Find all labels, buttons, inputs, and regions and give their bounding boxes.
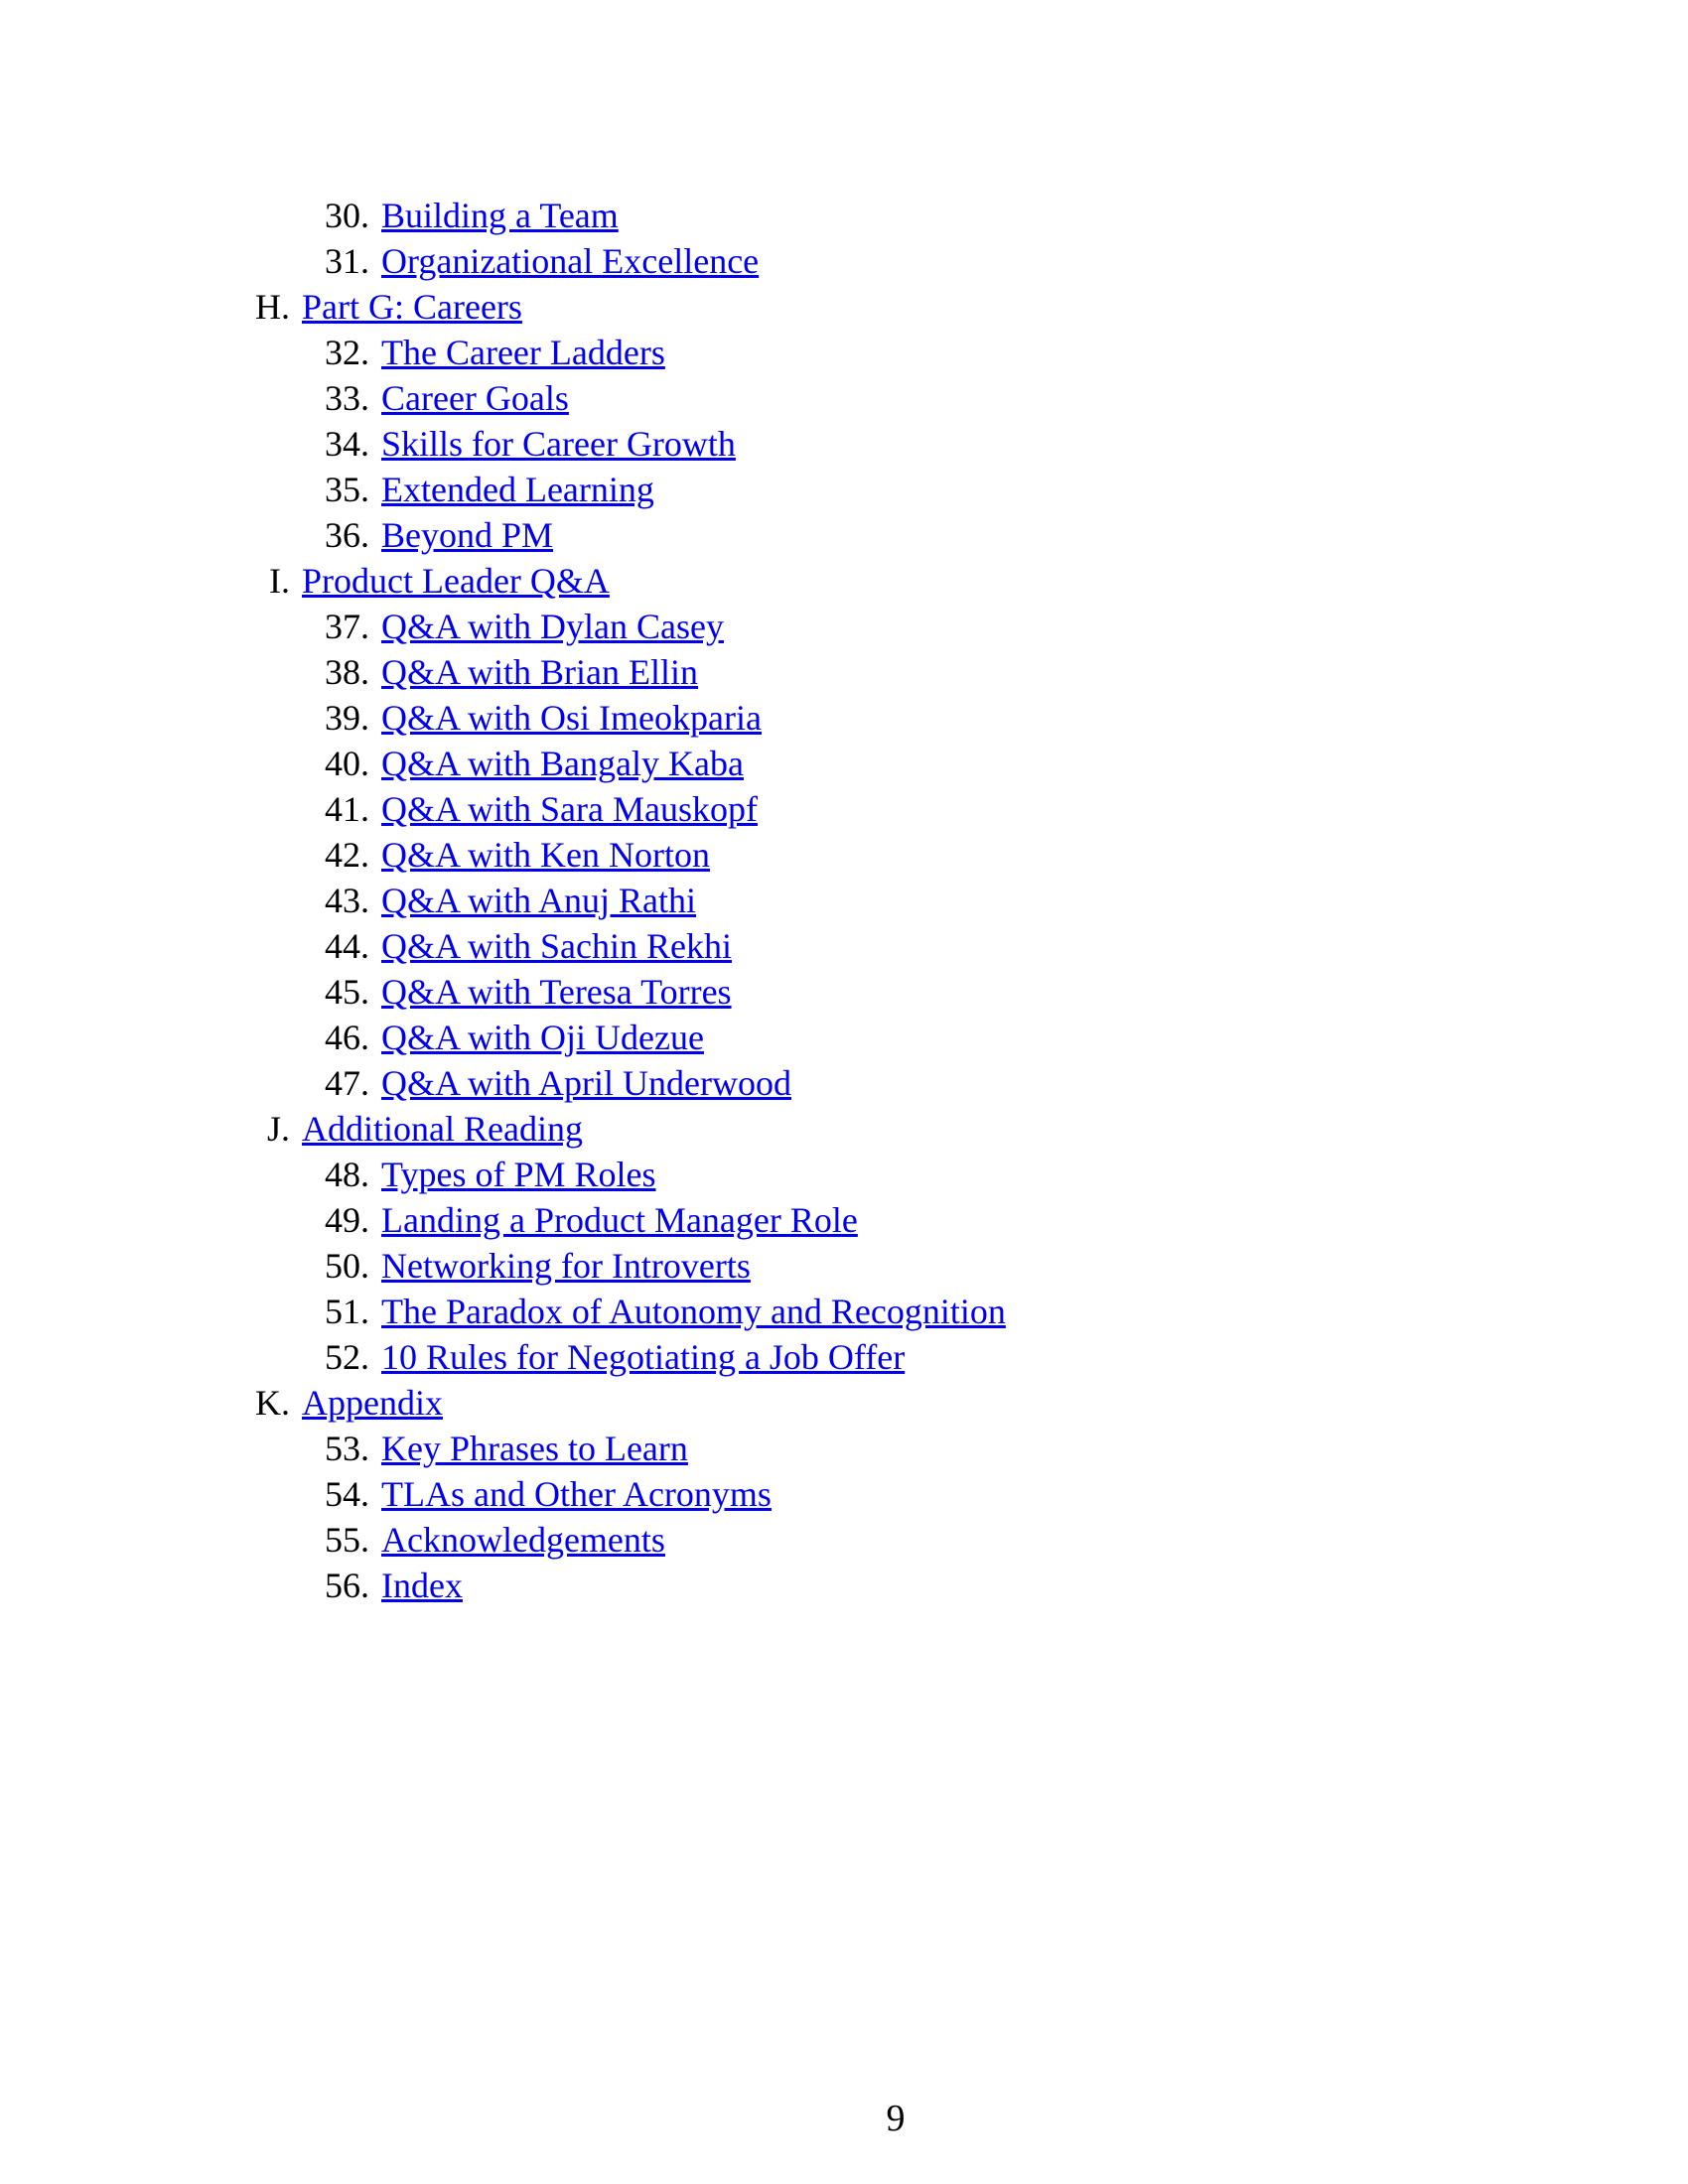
toc-row — [0, 1106, 1688, 1152]
toc-item-link[interactable]: Q&A with Bangaly Kaba — [381, 744, 744, 783]
toc-item-link[interactable]: Q&A with Oji Udezue — [381, 1018, 704, 1057]
toc-row — [0, 969, 1688, 1015]
toc-item-link[interactable]: Landing a Product Manager Role — [381, 1200, 858, 1240]
toc-item-marker: J. — [266, 1109, 290, 1149]
toc-row — [0, 878, 1688, 923]
page-number: 9 — [886, 2098, 906, 2139]
toc-row — [0, 1289, 1688, 1334]
toc-row — [0, 193, 1688, 238]
toc-item-marker: 48. — [325, 1155, 369, 1194]
toc-item-marker: 41. — [325, 789, 369, 829]
toc-item-link[interactable]: Appendix — [302, 1383, 443, 1423]
toc-row — [0, 923, 1688, 969]
toc-item-link[interactable]: Extended Learning — [381, 470, 654, 509]
toc-list — [0, 193, 1688, 1608]
toc-row — [0, 284, 1688, 330]
toc-item-link[interactable]: Product Leader Q&A — [302, 561, 610, 601]
toc-row — [0, 1380, 1688, 1426]
toc-item-marker: 42. — [325, 835, 369, 875]
toc-row — [0, 1426, 1688, 1471]
toc-row — [0, 604, 1688, 649]
toc-item-link[interactable]: Q&A with Brian Ellin — [381, 652, 698, 692]
toc-row — [0, 832, 1688, 878]
toc-item-marker: 43. — [325, 881, 369, 920]
toc-row — [0, 786, 1688, 832]
toc-row — [0, 421, 1688, 467]
toc-row — [0, 695, 1688, 741]
toc-item-marker: 38. — [325, 652, 369, 692]
toc-item-link[interactable]: Index — [381, 1566, 463, 1605]
toc-item-marker: 30. — [325, 196, 369, 235]
toc-row — [0, 1015, 1688, 1060]
toc-item-link[interactable]: 10 Rules for Negotiating a Job Offer — [381, 1337, 906, 1377]
toc-item-link[interactable]: Skills for Career Growth — [381, 424, 736, 464]
toc-item-link[interactable]: Key Phrases to Learn — [381, 1429, 688, 1468]
toc-row — [0, 1471, 1688, 1517]
toc-item-marker: 39. — [325, 698, 369, 738]
toc-row — [0, 1563, 1688, 1608]
toc-item-marker: 47. — [325, 1063, 369, 1103]
toc-item-marker: 46. — [325, 1018, 369, 1057]
toc-item-link[interactable]: Additional Reading — [302, 1109, 583, 1149]
toc-item-marker: 45. — [325, 972, 369, 1012]
toc-item-marker: K. — [255, 1383, 290, 1423]
toc-item-marker: H. — [255, 287, 290, 327]
toc-item-link[interactable]: Q&A with Dylan Casey — [381, 607, 724, 646]
toc-item-marker: 31. — [325, 241, 369, 281]
toc-item-marker: 32. — [325, 333, 369, 372]
toc-row — [0, 1243, 1688, 1289]
toc-item-link[interactable]: Q&A with April Underwood — [381, 1063, 791, 1103]
toc-row — [0, 558, 1688, 604]
toc-item-link[interactable]: Q&A with Sachin Rekhi — [381, 926, 732, 966]
toc-row — [0, 330, 1688, 375]
toc-item-marker: 34. — [325, 424, 369, 464]
toc-item-marker: 35. — [325, 470, 369, 509]
toc-item-link[interactable]: Types of PM Roles — [381, 1155, 656, 1194]
toc-row — [0, 1060, 1688, 1106]
toc-row — [0, 1197, 1688, 1243]
toc-item-link[interactable]: The Career Ladders — [381, 333, 665, 372]
toc-row — [0, 238, 1688, 284]
toc-item-marker: 44. — [325, 926, 369, 966]
toc-item-marker: 40. — [325, 744, 369, 783]
toc-item-marker: 51. — [325, 1292, 369, 1331]
toc-item-link[interactable]: Building a Team — [381, 196, 619, 235]
toc-item-marker: 54. — [325, 1474, 369, 1514]
toc-item-link[interactable]: Q&A with Ken Norton — [381, 835, 710, 875]
toc-item-marker: 50. — [325, 1246, 369, 1286]
toc-row — [0, 1152, 1688, 1197]
toc-row — [0, 1334, 1688, 1380]
toc-item-link[interactable]: Q&A with Anuj Rathi — [381, 881, 697, 920]
toc-item-link[interactable]: Networking for Introverts — [381, 1246, 751, 1286]
toc-row — [0, 375, 1688, 421]
toc-item-link[interactable]: Q&A with Teresa Torres — [381, 972, 732, 1012]
toc-item-link[interactable]: TLAs and Other Acronyms — [381, 1474, 772, 1514]
toc-item-link[interactable]: Part G: Careers — [302, 287, 522, 327]
toc-item-link[interactable]: Beyond PM — [381, 515, 554, 555]
toc-item-marker: 37. — [325, 607, 369, 646]
toc-row — [0, 512, 1688, 558]
toc-item-link[interactable]: Organizational Excellence — [381, 241, 760, 281]
toc-item-link[interactable]: Q&A with Osi Imeokparia — [381, 698, 762, 738]
toc-row — [0, 649, 1688, 695]
toc-row — [0, 467, 1688, 512]
toc-row — [0, 741, 1688, 786]
toc-item-link[interactable]: Q&A with Sara Mauskopf — [381, 789, 758, 829]
toc-item-marker: 53. — [325, 1429, 369, 1468]
toc-item-link[interactable]: The Paradox of Autonomy and Recognition — [381, 1292, 1006, 1331]
toc-row — [0, 1517, 1688, 1563]
toc-item-marker: 36. — [325, 515, 369, 555]
toc-item-marker: I. — [269, 561, 290, 601]
toc-item-marker: 56. — [325, 1566, 369, 1605]
toc-item-marker: 49. — [325, 1200, 369, 1240]
toc-item-link[interactable]: Acknowledgements — [381, 1520, 665, 1560]
toc-item-marker: 33. — [325, 378, 369, 418]
toc-item-link[interactable]: Career Goals — [381, 378, 569, 418]
toc-item-marker: 52. — [325, 1337, 369, 1377]
toc-item-marker: 55. — [325, 1520, 369, 1560]
